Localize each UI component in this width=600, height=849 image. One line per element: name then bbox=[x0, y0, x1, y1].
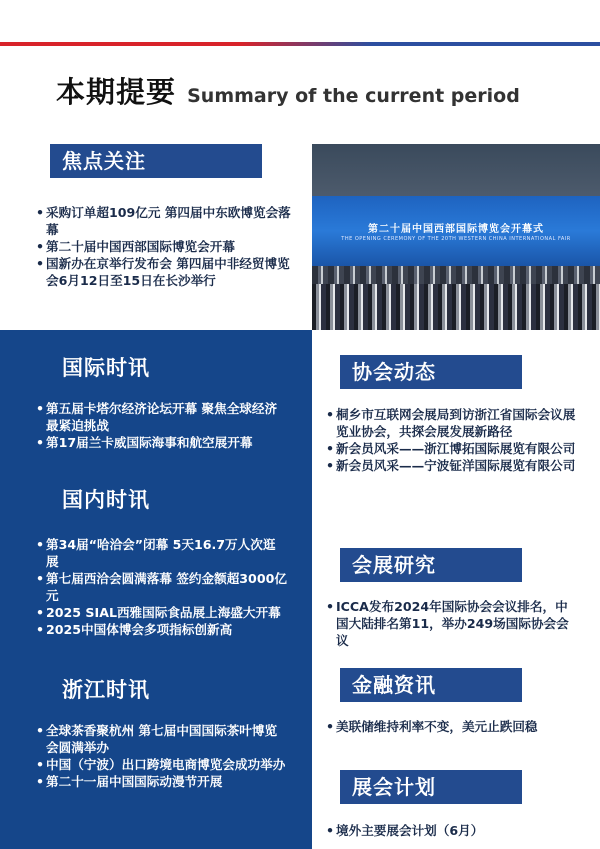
top-accent-bar bbox=[0, 42, 600, 46]
section-label-finance: 金融资讯 bbox=[340, 668, 522, 702]
association-list bbox=[326, 406, 576, 474]
finance-list bbox=[326, 718, 576, 735]
list-item[interactable]: • 采购订单超109亿元 第四届中东欧博览会落幕 bbox=[36, 204, 302, 238]
audience-front bbox=[312, 284, 600, 330]
list-item[interactable]: • 第七届西洽会圆满落幕 签约金额超3000亿元 bbox=[36, 570, 288, 604]
list-item[interactable]: • 第34届“哈洽会”闭幕 5天16.7万人次逛展 bbox=[36, 536, 288, 570]
list-item[interactable]: • 第17届兰卡威国际海事和航空展开幕 bbox=[36, 434, 288, 451]
list-item[interactable]: • 全球茶香聚杭州 第七届中国国际茶叶博览会圆满举办 bbox=[36, 722, 288, 756]
list-item[interactable]: • 第二十届中国西部国际博览会开幕 bbox=[36, 238, 302, 255]
stage-screen bbox=[312, 196, 600, 266]
left-news-panel bbox=[0, 330, 312, 849]
list-item[interactable]: • 第五届卡塔尔经济论坛开幕 聚焦全球经济最紧迫挑战 bbox=[36, 400, 288, 434]
page-title-en: Summary of the current period bbox=[187, 85, 520, 107]
list-item[interactable]: • 境外主要展会计划（6月） bbox=[326, 822, 576, 839]
section-label-domestic: 国内时讯 bbox=[62, 488, 150, 512]
list-item[interactable]: • 第二十一届中国国际动漫节开展 bbox=[36, 773, 288, 790]
section-label-zhejiang: 浙江时讯 bbox=[62, 678, 150, 702]
list-item[interactable]: • ICCA发布2024年国际协会会议排名，中国大陆排名第11，举办249场国际协会会议 bbox=[326, 598, 576, 649]
list-item[interactable]: • 中国（宁波）出口跨境电商博览会成功举办 bbox=[36, 756, 288, 773]
stage-subtitle: THE OPENING CEREMONY OF THE 20TH WESTERN CHINA INTERNATIONAL FAIR bbox=[341, 236, 571, 242]
section-label-plan: 展会计划 bbox=[340, 770, 522, 804]
domestic-list bbox=[36, 536, 288, 638]
list-item[interactable]: • 新会员风采——浙江博拓国际展览有限公司 bbox=[326, 440, 576, 457]
international-list bbox=[36, 400, 288, 451]
page-title-cn: 本期提要 bbox=[56, 75, 177, 109]
research-list bbox=[326, 598, 576, 649]
section-label-association: 协会动态 bbox=[340, 355, 522, 389]
list-item[interactable]: • 2025 SIAL西雅国际食品展上海盛大开幕 bbox=[36, 604, 288, 621]
plan-list bbox=[326, 822, 576, 839]
zhejiang-list bbox=[36, 722, 288, 790]
section-label-international: 国际时讯 bbox=[62, 356, 150, 380]
page-title bbox=[56, 70, 520, 111]
focus-list bbox=[36, 204, 302, 289]
list-item[interactable]: • 国新办在京举行发布会 第四届中非经贸博览会6月12日至15日在长沙举行 bbox=[36, 255, 302, 289]
list-item[interactable]: • 桐乡市互联网会展局到访浙江省国际会议展览业协会，共探会展发展新路径 bbox=[326, 406, 576, 440]
list-item[interactable]: • 美联储维持利率不变，美元止跌回稳 bbox=[326, 718, 576, 735]
stage-title: 第二十届中国西部国际博览会开幕式 bbox=[368, 224, 544, 235]
list-item[interactable]: • 新会员风采——宁波钲洋国际展览有限公司 bbox=[326, 457, 576, 474]
expo-opening-photo bbox=[312, 144, 600, 330]
section-label-research: 会展研究 bbox=[340, 548, 522, 582]
list-item[interactable]: • 2025中国体博会多项指标创新高 bbox=[36, 621, 288, 638]
section-label-focus: 焦点关注 bbox=[50, 144, 262, 178]
